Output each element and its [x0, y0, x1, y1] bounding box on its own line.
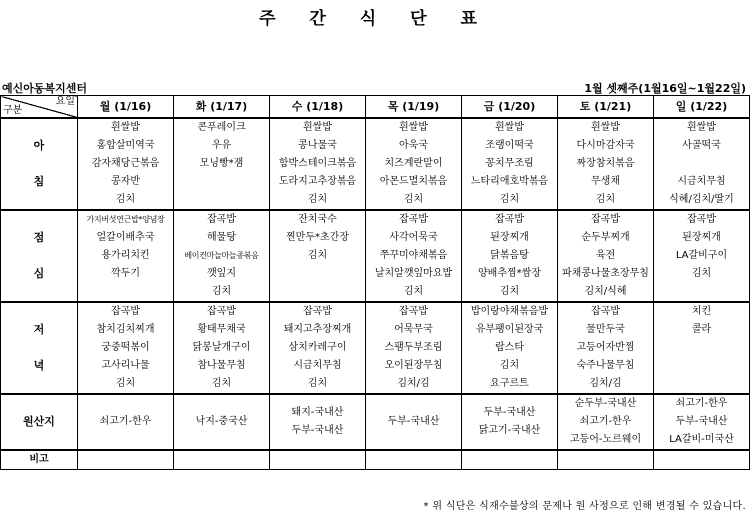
note-cell — [462, 450, 558, 470]
dish-cell: 김치/김 — [558, 375, 654, 394]
origin-cell — [654, 394, 750, 450]
dish-cell: 치킨 — [654, 302, 750, 321]
dish-cell: 아몬드멸치볶음 — [366, 173, 462, 191]
dish-cell: 콩나물국 — [270, 137, 366, 155]
note-cell — [174, 450, 270, 470]
dish-cell: 파채콩나물초장무침 — [558, 265, 654, 283]
dish-cell: 함박스테이크볶음 — [270, 155, 366, 173]
dish-cell: 시금치무침 — [270, 357, 366, 375]
dish-cell: 김치 — [270, 191, 366, 210]
organization-name: 예신아동복지센터 — [2, 82, 88, 95]
origin-cell — [558, 394, 654, 450]
dinner-row — [1, 357, 750, 375]
origin-line: 쇠고기-한우 — [99, 416, 152, 427]
dish-cell: 모닝빵*잼 — [174, 155, 270, 173]
dish-cell: 날치알깻잎마요밥 — [366, 265, 462, 283]
dish-cell: 오이된장무침 — [366, 357, 462, 375]
note-cell — [270, 450, 366, 470]
dish-cell: 꽁치무조림 — [462, 155, 558, 173]
breakfast-row — [1, 191, 750, 210]
note-cell — [654, 450, 750, 470]
dish-cell: 요구르트 — [462, 375, 558, 394]
dish-cell: 시금치무침 — [654, 173, 750, 191]
dish-cell: 된장찌개 — [462, 229, 558, 247]
dish-cell: 깍두기 — [78, 265, 174, 283]
dish-cell: 잡곡밥 — [174, 302, 270, 321]
dish-cell: 숙주나물무침 — [558, 357, 654, 375]
dish-cell: 물만두국 — [558, 321, 654, 339]
dish-cell: 도라지고추장볶음 — [270, 173, 366, 191]
day-header: 월 (1/16) — [78, 96, 174, 119]
dish-cell: 조랭이떡국 — [462, 137, 558, 155]
dish-cell: 된장찌개 — [654, 229, 750, 247]
dish-cell: 황태무채국 — [174, 321, 270, 339]
dish-cell: 치즈계란말이 — [366, 155, 462, 173]
day-header: 화 (1/17) — [174, 96, 270, 119]
breakfast-row — [1, 173, 750, 191]
dish-cell: 김치 — [270, 375, 366, 394]
meal-label-char: 점 — [33, 231, 45, 244]
meal-label-char: 심 — [33, 267, 45, 280]
dish-cell: 고사리나물 — [78, 357, 174, 375]
dinner-row — [1, 339, 750, 357]
origin-cell — [462, 394, 558, 450]
origin-label: 원산지 — [1, 394, 78, 450]
dish-cell: 김치 — [654, 265, 750, 283]
origin-line: 두부-국내산 — [483, 407, 536, 418]
dish-cell — [78, 283, 174, 302]
dish-cell: 찐만두*초간장 — [270, 229, 366, 247]
dish-cell: 김치 — [366, 191, 462, 210]
header-corner — [1, 96, 78, 119]
origin-cell — [78, 394, 174, 450]
day-header: 목 (1/19) — [366, 96, 462, 119]
corner-category-label: 구분 — [3, 105, 23, 116]
dinner-label — [1, 302, 78, 394]
dish-cell: 김치 — [270, 247, 366, 265]
origin-line: 순두부-국내산 — [574, 398, 637, 409]
origin-cell — [174, 394, 270, 450]
dish-cell: 콜라 — [654, 321, 750, 339]
dish-cell: 김치 — [174, 375, 270, 394]
dish-cell: LA갈비구이 — [654, 247, 750, 265]
page-title: 주 간 식 단 표 — [259, 9, 491, 29]
lunch-row — [1, 283, 750, 302]
dish-cell: 스팸두부조림 — [366, 339, 462, 357]
dish-cell: 참치김치찌개 — [78, 321, 174, 339]
week-label: 1월 셋째주(1월16일~1월22일) — [584, 82, 746, 95]
origin-row — [1, 394, 750, 450]
dinner-row — [1, 302, 750, 321]
day-header: 수 (1/18) — [270, 96, 366, 119]
dish-cell: 베이컨마늘마늘종볶음 — [174, 247, 270, 265]
breakfast-row — [1, 118, 750, 137]
dish-cell: 고등어자반찜 — [558, 339, 654, 357]
origin-line: LA갈비-미국산 — [669, 434, 734, 445]
origin-cell — [366, 394, 462, 450]
meal-label-char: 녁 — [33, 359, 45, 372]
dish-cell: 밥이랑야채볶음밥 — [462, 302, 558, 321]
dish-cell: 궁중떡볶이 — [78, 339, 174, 357]
dish-cell: 랍스타 — [462, 339, 558, 357]
dish-cell: 김치 — [558, 191, 654, 210]
dish-cell: 짜장참치볶음 — [558, 155, 654, 173]
dish-cell: 느타리애호박볶음 — [462, 173, 558, 191]
lunch-label — [1, 210, 78, 302]
dish-cell — [654, 155, 750, 173]
dish-cell: 잡곡밥 — [558, 210, 654, 229]
dish-cell: 김치 — [462, 357, 558, 375]
dish-cell: 참나물무침 — [174, 357, 270, 375]
breakfast-row — [1, 137, 750, 155]
dish-cell: 홍합살미역국 — [78, 137, 174, 155]
dish-cell: 흰쌀밥 — [462, 118, 558, 137]
dish-cell: 흰쌀밥 — [558, 118, 654, 137]
dish-cell: 우유 — [174, 137, 270, 155]
dish-cell: 쭈꾸미야채볶음 — [366, 247, 462, 265]
breakfast-row — [1, 155, 750, 173]
dish-cell: 잡곡밥 — [78, 302, 174, 321]
dish-cell: 잡곡밥 — [366, 210, 462, 229]
dish-cell: 흰쌀밥 — [78, 118, 174, 137]
note-cell — [558, 450, 654, 470]
dish-cell: 흰쌀밥 — [270, 118, 366, 137]
dish-cell: 사골떡국 — [654, 137, 750, 155]
dish-cell: 흰쌀밥 — [654, 118, 750, 137]
dish-cell: 양배추찜*쌈장 — [462, 265, 558, 283]
note-cell — [78, 450, 174, 470]
dish-cell: 콩자반 — [78, 173, 174, 191]
origin-line: 두부-국내산 — [387, 416, 440, 427]
dish-cell: 유부팽이된장국 — [462, 321, 558, 339]
lunch-row — [1, 247, 750, 265]
dish-cell: 다시마감자국 — [558, 137, 654, 155]
dish-cell: 해물탕 — [174, 229, 270, 247]
dish-cell: 김치 — [78, 191, 174, 210]
dish-cell: 아욱국 — [366, 137, 462, 155]
day-header: 금 (1/20) — [462, 96, 558, 119]
origin-line: 돼지-국내산 — [291, 407, 344, 418]
dish-cell: 김치/식혜 — [558, 283, 654, 302]
dish-cell: 김치 — [78, 375, 174, 394]
dish-cell — [654, 283, 750, 302]
dish-cell: 잔치국수 — [270, 210, 366, 229]
corner-day-label: 요일 — [55, 96, 75, 107]
dish-cell — [174, 173, 270, 191]
dish-cell: 흰쌀밥 — [366, 118, 462, 137]
dish-cell: 잡곡밥 — [270, 302, 366, 321]
weekly-menu-table — [0, 95, 750, 470]
dinner-row — [1, 375, 750, 394]
dish-cell: 잡곡밥 — [366, 302, 462, 321]
origin-line: 낙지-중국산 — [195, 416, 248, 427]
dish-cell: 잡곡밥 — [462, 210, 558, 229]
dish-cell: 식혜/김치/딸기 — [654, 191, 750, 210]
note-row — [1, 450, 750, 470]
origin-cell — [270, 394, 366, 450]
dinner-row — [1, 321, 750, 339]
note-label: 비고 — [1, 450, 78, 470]
breakfast-label — [1, 118, 78, 210]
origin-line: 쇠고기-한우 — [675, 398, 728, 409]
dish-cell — [270, 283, 366, 302]
dish-cell: 얼갈이배추국 — [78, 229, 174, 247]
lunch-row — [1, 210, 750, 229]
dish-cell — [174, 191, 270, 210]
dish-cell: 무생채 — [558, 173, 654, 191]
dish-cell: 잡곡밥 — [654, 210, 750, 229]
dish-cell — [654, 375, 750, 394]
dish-cell: 김치/김 — [366, 375, 462, 394]
dish-cell — [654, 357, 750, 375]
origin-line: 쇠고기-한우 — [579, 416, 632, 427]
header-row — [1, 96, 750, 119]
meal-label-char: 아 — [33, 139, 45, 152]
meal-label-char: 저 — [33, 323, 45, 336]
dish-cell: 감자채당근볶음 — [78, 155, 174, 173]
dish-cell: 가지버섯연근밥*양념장 — [78, 210, 174, 229]
dish-cell: 깻잎지 — [174, 265, 270, 283]
dish-cell — [654, 339, 750, 357]
footnote: * 위 식단은 식재수불상의 문제나 원 사정으로 인해 변경될 수 있습니다. — [423, 501, 746, 512]
day-header: 일 (1/22) — [654, 96, 750, 119]
dish-cell: 삼치카레구이 — [270, 339, 366, 357]
origin-line: 두부-국내산 — [291, 425, 344, 436]
dish-cell: 용가리치킨 — [78, 247, 174, 265]
lunch-row — [1, 229, 750, 247]
origin-line: 닭고기-국내산 — [478, 425, 541, 436]
dish-cell: 어묵무국 — [366, 321, 462, 339]
dish-cell: 닭볶음탕 — [462, 247, 558, 265]
note-cell — [366, 450, 462, 470]
dish-cell: 잡곡밥 — [174, 210, 270, 229]
dish-cell: 닭봉날개구이 — [174, 339, 270, 357]
lunch-row — [1, 265, 750, 283]
menu-body — [1, 118, 750, 470]
origin-line: 두부-국내산 — [675, 416, 728, 427]
dish-cell: 김치 — [366, 283, 462, 302]
meal-label-char: 침 — [33, 175, 45, 188]
dish-cell: 김치 — [174, 283, 270, 302]
dish-cell: 순두부찌개 — [558, 229, 654, 247]
day-header: 토 (1/21) — [558, 96, 654, 119]
dish-cell — [270, 265, 366, 283]
origin-line: 고등어-노르웨이 — [569, 434, 642, 445]
dish-cell: 김치 — [462, 191, 558, 210]
dish-cell: 김치 — [462, 283, 558, 302]
dish-cell: 콘푸레이크 — [174, 118, 270, 137]
dish-cell: 돼지고추장찌개 — [270, 321, 366, 339]
dish-cell: 육전 — [558, 247, 654, 265]
dish-cell: 사각어묵국 — [366, 229, 462, 247]
dish-cell: 잡곡밥 — [558, 302, 654, 321]
